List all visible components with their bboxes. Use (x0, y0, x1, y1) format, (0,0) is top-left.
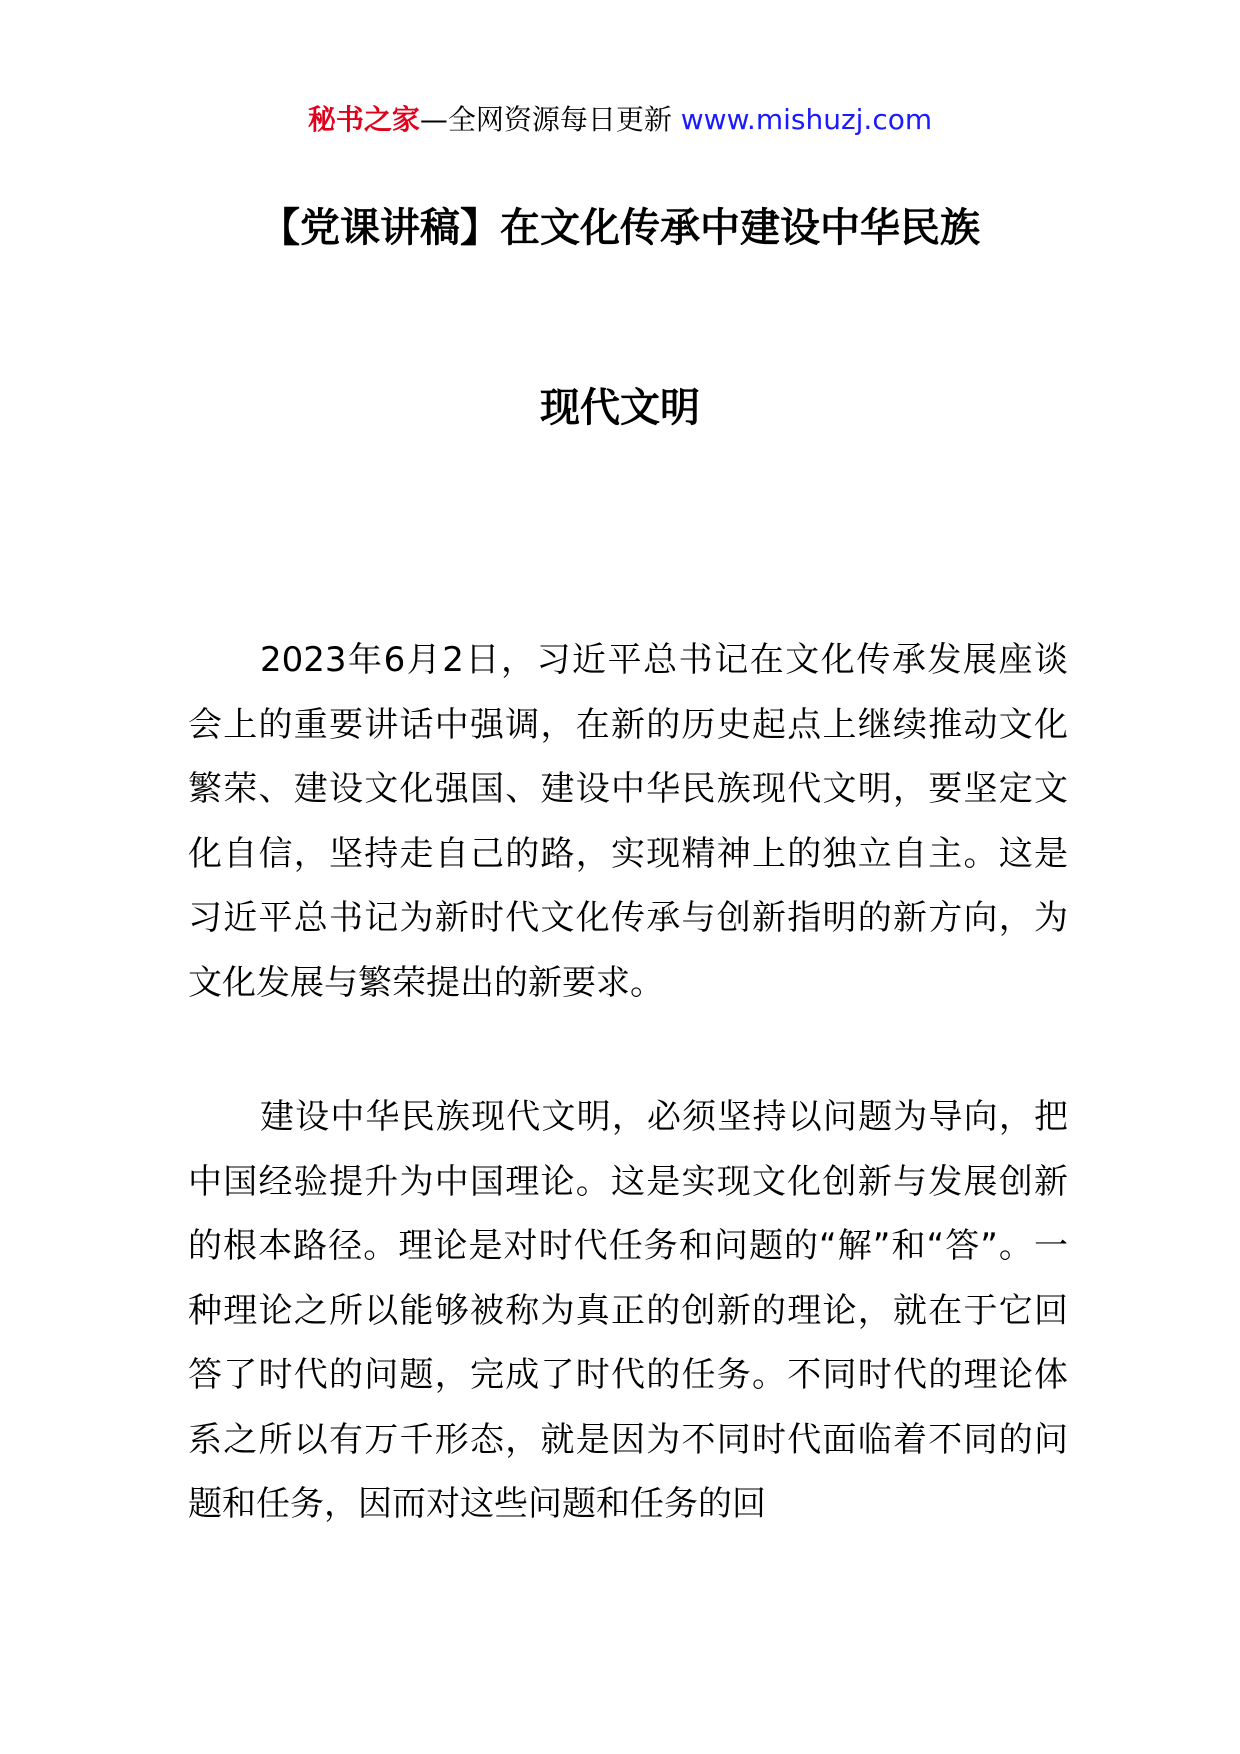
document-title-line-1: 【党课讲稿】在文化传承中建设中华民族 (260, 205, 980, 251)
body-paragraph-1: 2023年6月2日，习近平总书记在文化传承发展座谈会上的重要讲话中强调，在新的历史起点上继续推动文化繁荣、建设文化强国、建设中华民族现代文明，要坚定文化自信，坚持走自己的路，实现精神上的独立自主。这是习近平总书记为新时代文化传承与创新指明的新方向，为文化发展与繁荣提出的新要求。 (188, 640, 1068, 1003)
site-header (0, 100, 1240, 140)
document-title-line-2: 现代文明 (540, 385, 700, 431)
body-paragraph-2: 建设中华民族现代文明，必须坚持以问题为导向，把中国经验提升为中国理论。这是实现文化创新与发展创新的根本路径。理论是对时代任务和问题的“解”和“答”。一种理论之所以能够被称为真正的创新的理论，就在于它回答了时代的问题，完成了时代的任务。不同时代的理论体系之所以有万千形态，就是因为不同时代面临着不同的问题和任务，因而对这些问题和任务的回 (188, 1097, 1068, 1524)
brand-name: 秘书之家 (307, 103, 420, 136)
header-tagline: —全网资源每日更新 (419, 103, 681, 136)
site-url-link[interactable]: www.mishuzj.com (680, 103, 933, 136)
